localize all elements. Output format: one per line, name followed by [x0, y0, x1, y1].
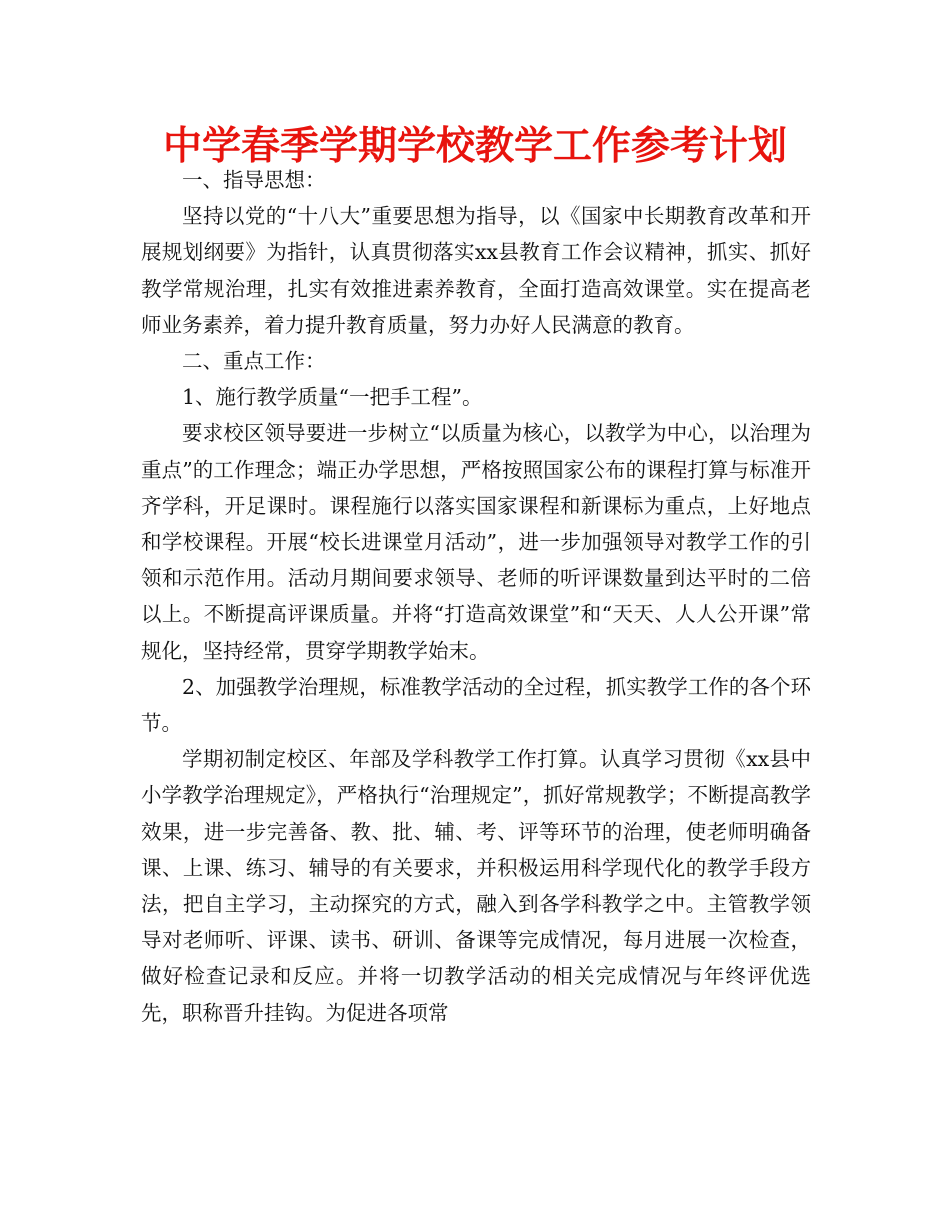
section-heading-key-work: 二、重点工作：	[182, 349, 326, 374]
paragraph-guiding-thought: 坚持以党的“十八大”重要思想为指导，以《国家中长期教育改革和开展规划纲要》为指针，认真贯彻落实xx县教育工作会议精神，抓实、抓好教学常规治理，扎实有效推进素养教育，全面打造高效课堂。实在提高老师业务素养，着力提升教育质量，努力办好人民满意的教育。	[141, 204, 811, 337]
document-body	[141, 162, 811, 1031]
paragraph-item-2: 学期初制定校区、年部及学科教学工作打算。认真学习贯彻《xx县中小学教学治理规定》，严格执行“治理规定”，抓好常规教学；不断提高教学效果，进一步完善备、教、批、辅、考、评等环节的治理，使老师明确备课、上课、练习、辅导的有关要求，并积极运用科学现代化的教学手段方法，把自主学习，主动探究的方式，融入到各学科教学之中。主管教学领导对老师听、评课、读书、研训、备课等完成情况，每月进展一次检查，做好检查记录和反应。并将一切教学活动的相关完成情况与年终评优选先，职称晋升挂钩。为促进各项常	[141, 747, 811, 1025]
paragraph-item-1: 要求校区领导要进一步树立“以质量为核心，以教学为中心，以治理为重点”的工作理念；端正办学思想，严格按照国家公布的课程打算与标准开齐学科，开足课时。课程施行以落实国家课程和新课标为重点，上好地点和学校课程。开展“校长进课堂月活动”，进一步加强领导对教学工作的引领和示范作用。活动月期间要求领导、老师的听评课数量到达平时的二倍以上。不断提高评课质量。并将“打造高效课堂”和“天天、人人公开课”常规化，坚持经常，贯穿学期教学始末。	[141, 421, 811, 663]
item-heading-1: 1、施行教学质量“一把手工程”。	[182, 385, 483, 410]
item-heading-2: 2、加强教学治理规，标准教学活动的全过程，抓实教学工作的各个环节。	[141, 674, 811, 736]
section-heading-guiding-thought: 一、指导思想：	[182, 168, 326, 192]
document-title: 中学春季学期学校教学工作参考计划	[162, 123, 787, 169]
